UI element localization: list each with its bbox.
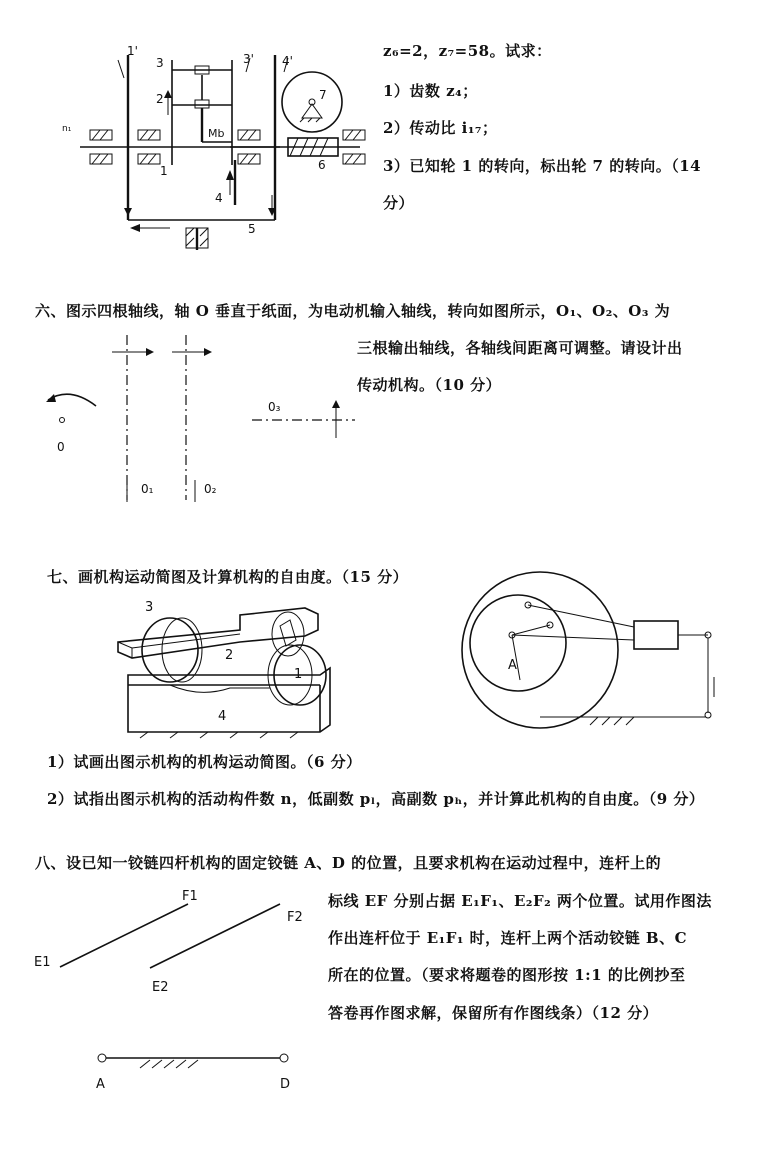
q8-label-e2: E2 bbox=[152, 980, 169, 995]
q7-label-a: A bbox=[508, 658, 517, 673]
q7-label-3: 3 bbox=[145, 600, 154, 615]
q5-ask-3: 3）已知轮 1 的转向，标出轮 7 的转向。（14 bbox=[383, 157, 702, 175]
q8-label-d: D bbox=[280, 1077, 291, 1092]
q5-label-3prime: 3' bbox=[243, 52, 254, 66]
q5-ask-2: 2）传动比 i₁₇； bbox=[383, 119, 498, 137]
q7-label-4: 4 bbox=[218, 709, 227, 724]
q5-label-5: 5 bbox=[248, 222, 256, 236]
q8-label-e1: E1 bbox=[34, 955, 51, 970]
q6-question-line2: 三根输出轴线，各轴线间距离可调整。请设计出 bbox=[357, 339, 683, 357]
q5-label-1: 1 bbox=[160, 164, 168, 178]
q5-label-2: 2 bbox=[156, 92, 164, 106]
q6-question-line3: 传动机构。（10 分） bbox=[357, 376, 502, 394]
q5-label-4prime: 4' bbox=[282, 54, 293, 68]
q5-label-4: 4 bbox=[215, 191, 223, 205]
q5-label-n1: n₁ bbox=[62, 124, 72, 134]
q8-label-f2: F2 bbox=[287, 910, 303, 925]
q7-subquestion-2: 2）试指出图示机构的活动构件数 n，低副数 pₗ，高副数 pₕ，并计算此机构的自由度。（9 分） bbox=[47, 790, 705, 808]
q8-question-line4: 所在的位置。（要求将题卷的图形按 1:1 的比例抄至 bbox=[328, 966, 686, 984]
q6-label-o: 0 bbox=[57, 440, 65, 454]
q5-ask-1: 1）齿数 z₄； bbox=[383, 82, 478, 100]
q8-question-line5: 答卷再作图求解，保留所有作图线条）（12 分） bbox=[328, 1004, 659, 1022]
q7-subquestion-1: 1）试画出图示机构的机构运动简图。（6 分） bbox=[47, 753, 362, 771]
shaft-axes-figure bbox=[0, 330, 380, 520]
q8-question-line3: 作出连杆位于 E₁F₁ 时，连杆上两个活动铰链 B、C bbox=[328, 929, 688, 947]
q5-ask-3-cont: 分） bbox=[383, 194, 415, 212]
q6-label-o3: 0₃ bbox=[268, 400, 281, 414]
q8-label-a: A bbox=[96, 1077, 105, 1092]
q6-question-line1: 六、图示四根轴线，轴 O 垂直于纸面，为电动机输入轴线，转向如图所示，O₁、O₂、O₃ 为 bbox=[35, 302, 671, 320]
q5-label-1prime: 1' bbox=[127, 44, 138, 58]
q5-given-line: z₆=2，z₇=58。试求： bbox=[383, 42, 552, 60]
q7-label-1: 1 bbox=[294, 667, 303, 682]
q8-question-line2: 标线 EF 分别占据 E₁F₁、E₂F₂ 两个位置。试用作图法 bbox=[328, 892, 712, 910]
q6-label-o1: 0₁ bbox=[141, 482, 154, 496]
q7-label-2: 2 bbox=[225, 648, 234, 663]
q5-label-7: 7 bbox=[319, 88, 327, 102]
q6-label-o2: 0₂ bbox=[204, 482, 217, 496]
q7-question-title: 七、画机构运动简图及计算机构的自由度。（15 分） bbox=[47, 568, 409, 586]
q5-label-6: 6 bbox=[318, 158, 326, 172]
q5-label-mb: Mb bbox=[208, 127, 225, 140]
q8-question-line1: 八、设已知一铰链四杆机构的固定铰链 A、D 的位置，且要求机构在运动过程中，连杆上的 bbox=[35, 854, 662, 872]
mechanism-schematic-figure bbox=[450, 585, 730, 735]
q8-label-f1: F1 bbox=[182, 889, 198, 904]
gear-train-figure bbox=[0, 0, 763, 290]
q5-label-3: 3 bbox=[156, 56, 164, 70]
